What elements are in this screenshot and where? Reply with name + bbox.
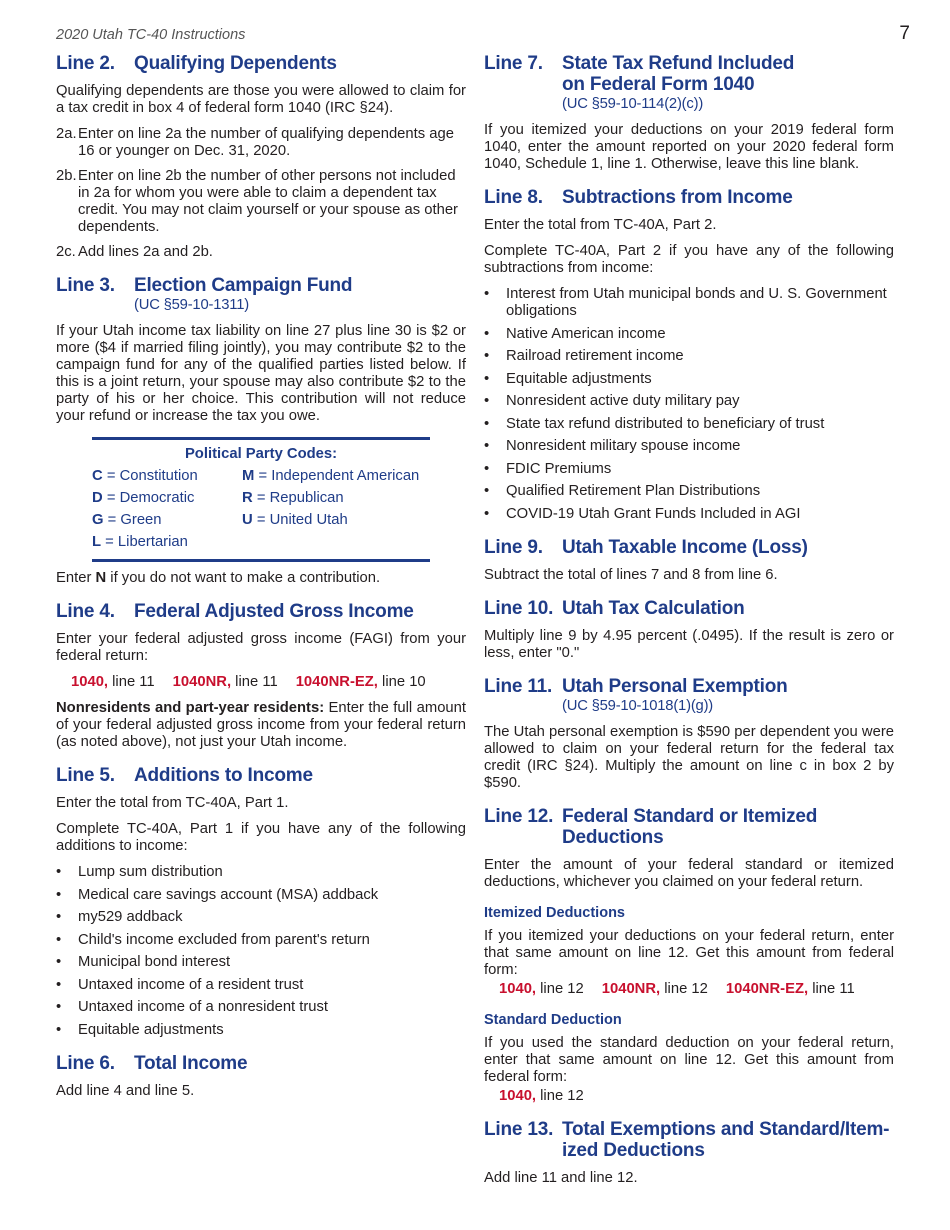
form-ref: 1040NR-EZ, line 10: [295, 674, 426, 690]
line6-body: Add line 4 and line 5.: [56, 1082, 195, 1099]
list-item: • Untaxed income of a resident trust: [56, 977, 466, 994]
itemized-forms: [484, 981, 894, 998]
line12-heading: Line 12. Federal Standard or Itemized Deductions: [484, 805, 818, 848]
running-head: 2020 Utah TC-40 Instructions: [56, 27, 246, 43]
line12-body: Enter the amount of your federal standard or itemized deductions, whichever you claimed on your federal return.: [484, 856, 894, 890]
standard-forms: [484, 1088, 894, 1105]
party-code: D = Democratic: [92, 490, 195, 506]
line2-heading: Line 2. Qualifying Dependents: [56, 53, 337, 74]
line11-body: The Utah personal exemption is $590 per dependent you were allowed to claim on your federal return for the federal tax credit (IRC §24). Multiply the amount on line c in box 2 by $590.: [484, 723, 894, 791]
line3-body: If your Utah income tax liability on line 27 plus line 30 is $2 or more ($4 if married filing jointly), you may contribute $2 to the campaign fund for any of the qualified parties listed below. If this is a joint return, your spouse may also contribute $2 to the party of his or her choice. This contribution will not reduce your refund or increase the tax you owe.: [56, 323, 466, 424]
line5-p1: Enter the total from TC-40A, Part 1.: [56, 795, 289, 811]
line4-forms: [56, 674, 466, 691]
itemized-deductions-heading: Itemized Deductions: [484, 904, 625, 921]
list-item: • COVID-19 Utah Grant Funds Included in AGI: [484, 506, 894, 523]
line8-bullets: [484, 286, 894, 523]
itemized-deductions-body: If you itemized your deductions on your federal return, enter that same amount on line 12. Get this amount from federal form:: [484, 927, 894, 978]
line9-body: Subtract the total of lines 7 and 8 from line 6.: [484, 566, 778, 583]
party-codes-title: Political Party Codes:: [184, 446, 338, 462]
list-item: 2b. Enter on line 2b the number of other persons not included in 2a for whom you were able to claim a dependent tax credit. You may not claim yourself or your spouse as other dependents.: [56, 168, 458, 235]
left-column: [56, 53, 466, 1109]
list-item: 2a. Enter on line 2a the number of qualifying dependents age 16 or younger on Dec. 31, 2020.: [56, 126, 454, 159]
list-item: • Untaxed income of a nonresident trust: [56, 999, 466, 1016]
party-code: U = United Utah: [242, 512, 348, 528]
form-ref: 1040NR-EZ, line 11: [725, 980, 855, 997]
standard-deduction-heading: Standard Deduction: [484, 1011, 622, 1028]
right-column: [484, 53, 894, 1196]
line5-heading: Line 5. Additions to Income: [56, 765, 313, 786]
line4-nonresidents: Nonresidents and part-year residents: Enter the full amount of your federal adjusted gross income from your federal return (as noted above), not just your Utah income.: [56, 700, 466, 750]
line7-heading: Line 7. State Tax Refund Included on Federal Form 1040 (UC §59-10-114(2)(c)): [484, 53, 894, 113]
list-item: • Nonresident active duty military pay: [484, 393, 894, 410]
line11-citation: (UC §59-10-1018(1)(g)): [562, 697, 714, 714]
line13-body: Add line 11 and line 12.: [484, 1169, 638, 1186]
list-item: 2c. Add lines 2a and 2b.: [56, 244, 213, 260]
line13-heading: Line 13. Total Exemptions and Standard/Item- ized Deductions: [484, 1118, 890, 1161]
list-item: • Lump sum distribution: [56, 864, 466, 881]
line4-heading: Line 4. Federal Adjusted Gross Income: [56, 601, 414, 622]
line3-citation: (UC §59-10-1311): [134, 297, 249, 313]
line8-p1: Enter the total from TC-40A, Part 2.: [484, 217, 717, 233]
form-ref: 1040NR, line 11: [172, 674, 278, 690]
page-number: 7: [899, 23, 910, 44]
line10-heading: Line 10. Utah Tax Calculation: [484, 597, 745, 619]
list-item: • Equitable adjustments: [484, 371, 894, 388]
party-code: M = Independent American: [242, 468, 420, 484]
line8-heading: Line 8. Subtractions from Income: [484, 187, 793, 208]
list-item: • Municipal bond interest: [56, 954, 466, 971]
list-item: • Qualified Retirement Plan Distributions: [484, 483, 894, 500]
list-item: • Nonresident military spouse income: [484, 438, 894, 455]
line4-body: Enter your federal adjusted gross income (FAGI) from your federal return:: [56, 631, 466, 664]
list-item: • Native American income: [484, 326, 894, 343]
party-code: R = Republican: [242, 490, 344, 506]
line3-no-contribution: Enter N if you do not want to make a contribution.: [56, 570, 381, 586]
line5-bullets: [56, 864, 466, 1039]
line10-body: Multiply line 9 by 4.95 percent (.0495). If the result is zero or less, enter "0.": [484, 627, 894, 661]
list-item: • my529 addback: [56, 909, 466, 926]
list-item: • Equitable adjustments: [56, 1022, 466, 1039]
line8-p2: Complete TC-40A, Part 2 if you have any of the following subtractions from income:: [484, 243, 894, 276]
form-ref: 1040NR, line 12: [601, 980, 708, 997]
list-item: • State tax refund distributed to beneficiary of trust: [484, 416, 894, 433]
list-item: • Railroad retirement income: [484, 348, 894, 365]
standard-deduction-body: If you used the standard deduction on your federal return, enter that same amount on line 12. Get this amount from federal form:: [484, 1034, 894, 1085]
line7-citation: (UC §59-10-114(2)(c)): [562, 96, 704, 112]
line6-heading: Line 6. Total Income: [56, 1052, 248, 1074]
line5-p2: Complete TC-40A, Part 1 if you have any of the following additions to income:: [56, 821, 466, 854]
line2-intro: Qualifying dependents are those you were allowed to claim for a tax credit in box 4 of federal form 1040 (IRC §24).: [56, 83, 466, 116]
list-item: • FDIC Premiums: [484, 461, 894, 478]
line7-body: If you itemized your deductions on your 2019 federal form 1040, enter the amount reported on your 2020 federal form 1040, Schedule 1, line 1. Otherwise, leave this line blank.: [484, 122, 894, 172]
list-item: • Interest from Utah municipal bonds and U. S. Government obligations: [484, 286, 894, 320]
line9-heading: Line 9. Utah Taxable Income (Loss): [484, 536, 808, 558]
line3-heading: Line 3. Election Campaign Fund (UC §59-10-1311): [56, 275, 466, 314]
line11-heading: Line 11. Utah Personal Exemption (UC §59-10-1018(1)(g)): [484, 676, 894, 715]
form-ref: 1040, line 11: [71, 674, 155, 690]
party-code: G = Green: [92, 512, 162, 528]
line2-items: [56, 126, 466, 261]
party-code: C = Constitution: [92, 468, 198, 484]
form-ref: 1040, line 12: [499, 1087, 584, 1104]
party-code: L = Libertarian: [92, 534, 188, 550]
list-item: • Medical care savings account (MSA) addback: [56, 887, 466, 904]
party-codes-box: [92, 437, 430, 562]
list-item: • Child's income excluded from parent's return: [56, 932, 466, 949]
form-ref: 1040, line 12: [499, 980, 584, 997]
